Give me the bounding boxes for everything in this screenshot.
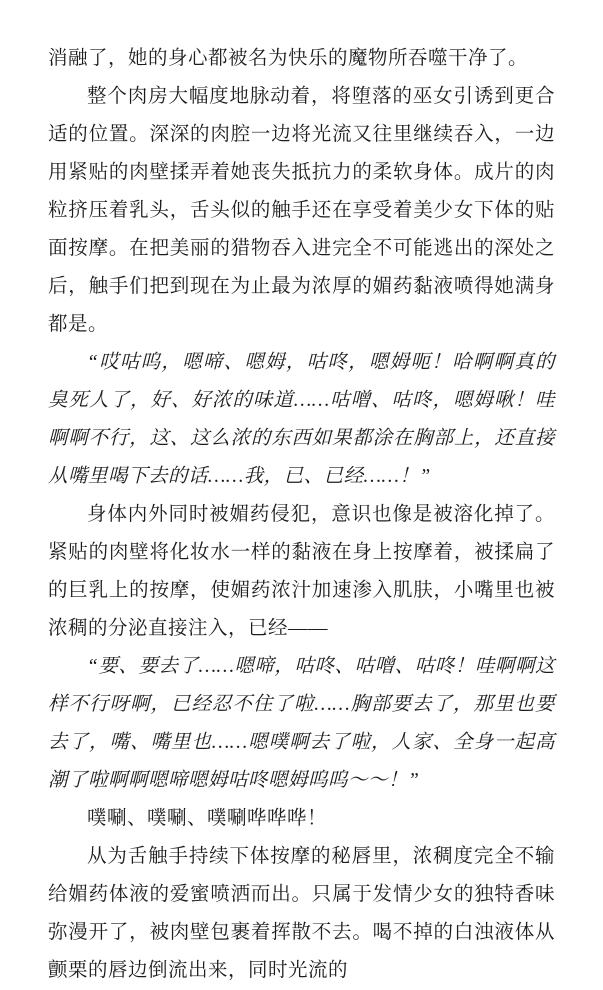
paragraph: 整个肉房大幅度地脉动着，将堕落的巫女引诱到更合适的位置。深深的肉腔一边将光流又往里继续吞入，一边用紧贴的肉壁揉弄着她丧失抵抗力的柔软身体。成片的肉粒挤压着乳头，舌头似的触手还在享受着美少女下体的贴面按摩。在把美丽的猎物吞入进完全不可能逃出的深处之后，触手们把到现在为止最为浓厚的媚药黏液喷得她满身都是。 [48,86,555,335]
paragraph-dialogue: “要、要去了……嗯啼，咕咚、咕噌、咕咚！哇啊啊这样不行呀啊，已经忍不住了啦……胸部要去了，那里也要去了，嘴、嘴里也……嗯噗啊去了啦，人家、全身一起高潮了啦啊啊嗯啼嗯姆咕咚嗯姆呜呜～～！” [48,656,555,791]
paragraph: 从为舌触手持续下体按摩的秘唇里，浓稠度完全不输给媚药体液的爱蜜喷洒而出。只属于发情少女的独特香味弥漫开了，被肉壁包裹着挥散不去。喝不掉的白浊液体从颤栗的唇边倒流出来，同时光流的 [48,846,555,981]
paragraph: 身体内外同时被媚药侵犯，意识也像是被溶化掉了。紧贴的肉壁将化妆水一样的黏液在身上按摩着，被揉扁了的巨乳上的按摩，使媚药浓汁加速渗入肌肤，小嘴里也被浓稠的分泌直接注入，已经—— [48,504,555,639]
paragraph-sfx: 噗唰、噗唰、噗唰哗哗哗！ [87,808,328,829]
paragraph-continuation: 消融了，她的身心都被名为快乐的魔物所吞噬干净了。 [48,48,529,69]
paragraph-dialogue: “哎咕呜，嗯啼、嗯姆，咕咚，嗯姆呃！哈啊啊真的臭死人了，好、好浓的味道……咕噌、咕咚，嗯姆啾！哇啊啊不行，这、这么浓的东西如果都涂在胸部上，还直接从嘴里喝下去的话……我，已、已经……！” [48,352,555,487]
